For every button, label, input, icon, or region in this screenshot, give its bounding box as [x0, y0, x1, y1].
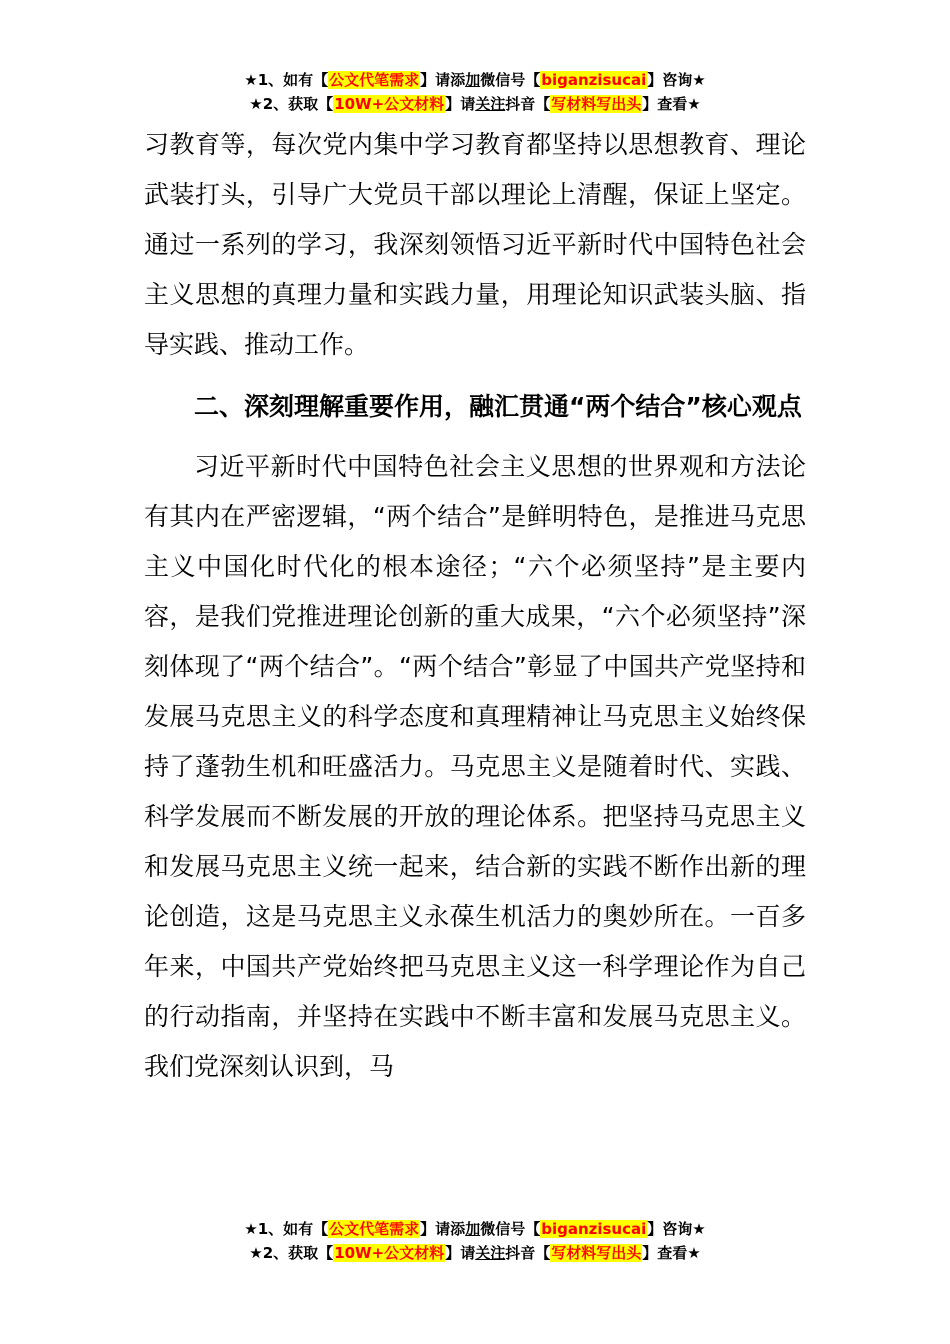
banner-line-1 — [0, 68, 950, 92]
banner-text: 抖音【 — [505, 95, 551, 113]
banner-text-underlined: 加 — [465, 71, 481, 89]
banner-text: 】咨询★ — [647, 71, 706, 89]
banner-text: 】请添 — [420, 71, 466, 89]
banner-text-underlined: 关注 — [475, 1244, 506, 1262]
banner-text: 微信号【 — [480, 1220, 541, 1238]
banner-text: ★1、如有【 — [244, 1220, 329, 1238]
banner-text: 】咨询★ — [647, 1220, 706, 1238]
highlight-materials: 10W+公文材料 — [334, 95, 445, 113]
highlight-materials: 10W+公文材料 — [334, 1244, 445, 1262]
highlight-wechat-id: biganzisucai — [541, 1220, 647, 1238]
banner-text: 】查看★ — [642, 95, 701, 113]
banner-text: 】查看★ — [642, 1244, 701, 1262]
highlight-service: 公文代笔需求 — [329, 1220, 420, 1238]
banner-line-2 — [0, 1241, 950, 1265]
banner-line-2 — [0, 92, 950, 116]
banner-text-underlined: 关注 — [475, 95, 506, 113]
document-body — [144, 120, 806, 1092]
highlight-wechat-id: biganzisucai — [541, 71, 647, 89]
banner-text: ★1、如有【 — [244, 71, 329, 89]
highlight-douyin-account: 写材料写出头 — [551, 95, 642, 113]
header-banner — [0, 68, 950, 116]
banner-text: 微信号【 — [480, 71, 541, 89]
banner-text: ★2、获取【 — [249, 95, 334, 113]
banner-text: 抖音【 — [505, 1244, 551, 1262]
paragraph-continued: 习教育等，每次党内集中学习教育都坚持以思想教育、理论武装打头，引导广大党员干部以理论上清醒，保证上坚定。通过一系列的学习，我深刻领悟习近平新时代中国特色社会主义思想的真理力量和实践力量，用理论知识武装头脑、指导实践、推动工作。 — [144, 130, 806, 359]
paragraph: 习近平新时代中国特色社会主义思想的世界观和方法论有其内在严密逻辑，“两个结合”是鲜明特色，是推进马克思主义中国化时代化的根本途径；“六个必须坚持”是主要内容，是我们党推进理论创新的重大成果，“六个必须坚持”深刻体现了“两个结合”。“两个结合”彰显了中国共产党坚持和发展马克思主义的科学态度和真理精神让马克思主义始终保持了蓬勃生机和旺盛活力。马克思主义是随着时代、实践、科学发展而不断发展的开放的理论体系。把坚持马克思主义和发展马克思主义统一起来，结合新的实践不断作出新的理论创造，这是马克思主义永葆生机活力的奥妙所在。一百多年来，中国共产党始终把马克思主义这一科学理论作为自己的行动指南，并坚持在实践中不断丰富和发展马克思主义。我们党深刻认识到，马 — [144, 452, 806, 1081]
banner-text: 】请 — [445, 95, 476, 113]
banner-text: 】请 — [445, 1244, 476, 1262]
footer-banner — [0, 1217, 950, 1265]
banner-line-1 — [0, 1217, 950, 1241]
section-heading-2: 二、深刻理解重要作用，融汇贯通“两个结合”核心观点 — [194, 392, 802, 421]
highlight-service: 公文代笔需求 — [329, 71, 420, 89]
banner-text: 】请添 — [420, 1220, 466, 1238]
banner-text: ★2、获取【 — [249, 1244, 334, 1262]
banner-text-underlined: 加 — [465, 1220, 481, 1238]
highlight-douyin-account: 写材料写出头 — [551, 1244, 642, 1262]
